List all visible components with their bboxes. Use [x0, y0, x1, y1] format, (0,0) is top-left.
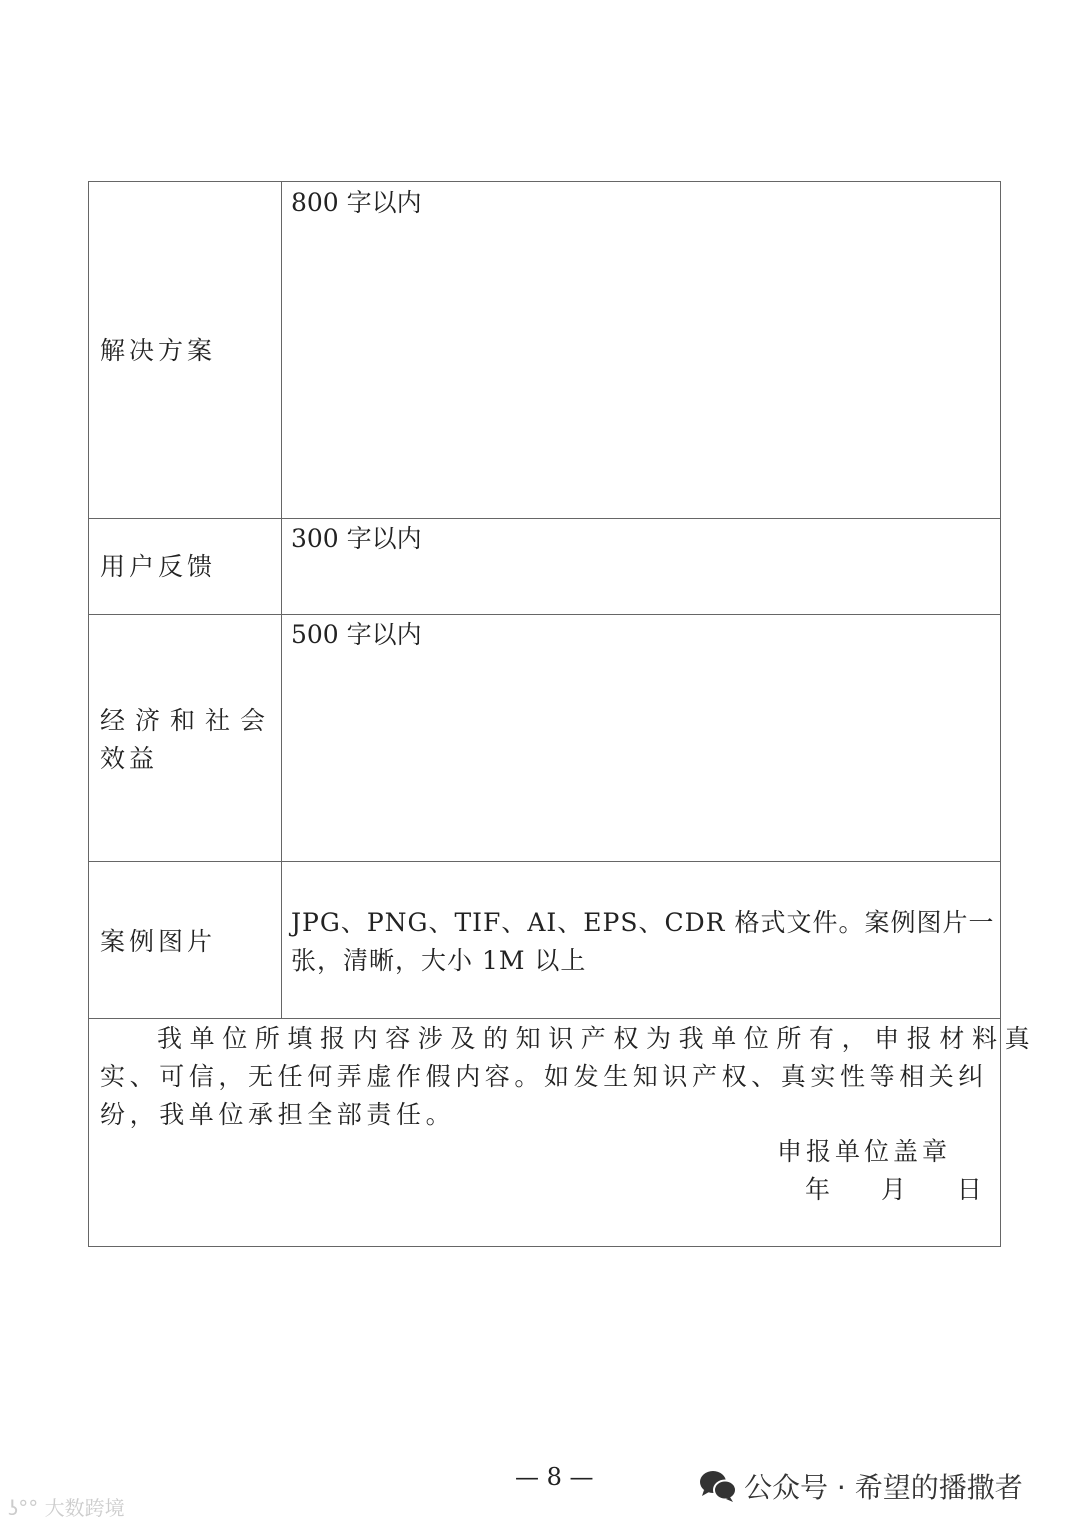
label-user-feedback: 用户反馈 — [100, 552, 217, 581]
declaration-line: 我单位所填报内容涉及的知识产权为我单位所有，申报材料真 — [157, 1024, 1038, 1053]
brand-logo-icon: ʖ°° — [8, 1496, 39, 1520]
content-economic-social-benefit: 500 字以内 — [291, 620, 422, 649]
wechat-watermark-text: 公众号 · 希望的播撒者 — [744, 1471, 1023, 1504]
brand-watermark-text: 大数跨境 — [44, 1496, 125, 1520]
row-divider — [89, 861, 1000, 862]
content-case-image-2: 张，清晰，大小 1M 以上 — [291, 946, 587, 975]
row-divider — [89, 518, 1000, 519]
row-divider — [89, 1018, 1000, 1019]
date-label: 年 月 日 — [805, 1175, 988, 1204]
label-case-image: 案例图片 — [100, 927, 217, 956]
content-user-feedback: 300 字以内 — [291, 524, 422, 553]
label-solution: 解决方案 — [100, 336, 217, 365]
seal-label: 申报单位盖章 — [777, 1137, 952, 1166]
label-economic-social-benefit: 经济和社会 — [100, 706, 276, 735]
declaration-line: 纷，我单位承担全部责任。 — [100, 1100, 456, 1129]
column-divider — [281, 182, 282, 1018]
wechat-watermark — [698, 1466, 1023, 1506]
content-case-image: JPG、PNG、TIF、AI、EPS、CDR 格式文件。案例图片一 — [291, 908, 995, 937]
brand-watermark — [8, 1492, 125, 1521]
row-divider — [89, 614, 1000, 615]
page-number: — 8 — — [515, 1463, 594, 1491]
label-economic-social-benefit-2: 效益 — [100, 744, 159, 773]
declaration-line: 实、可信，无任何弄虚作假内容。如发生知识产权、真实性等相关纠 — [100, 1062, 989, 1091]
content-solution: 800 字以内 — [291, 188, 422, 217]
application-form-table — [88, 181, 1038, 1247]
wechat-icon — [698, 1469, 738, 1503]
